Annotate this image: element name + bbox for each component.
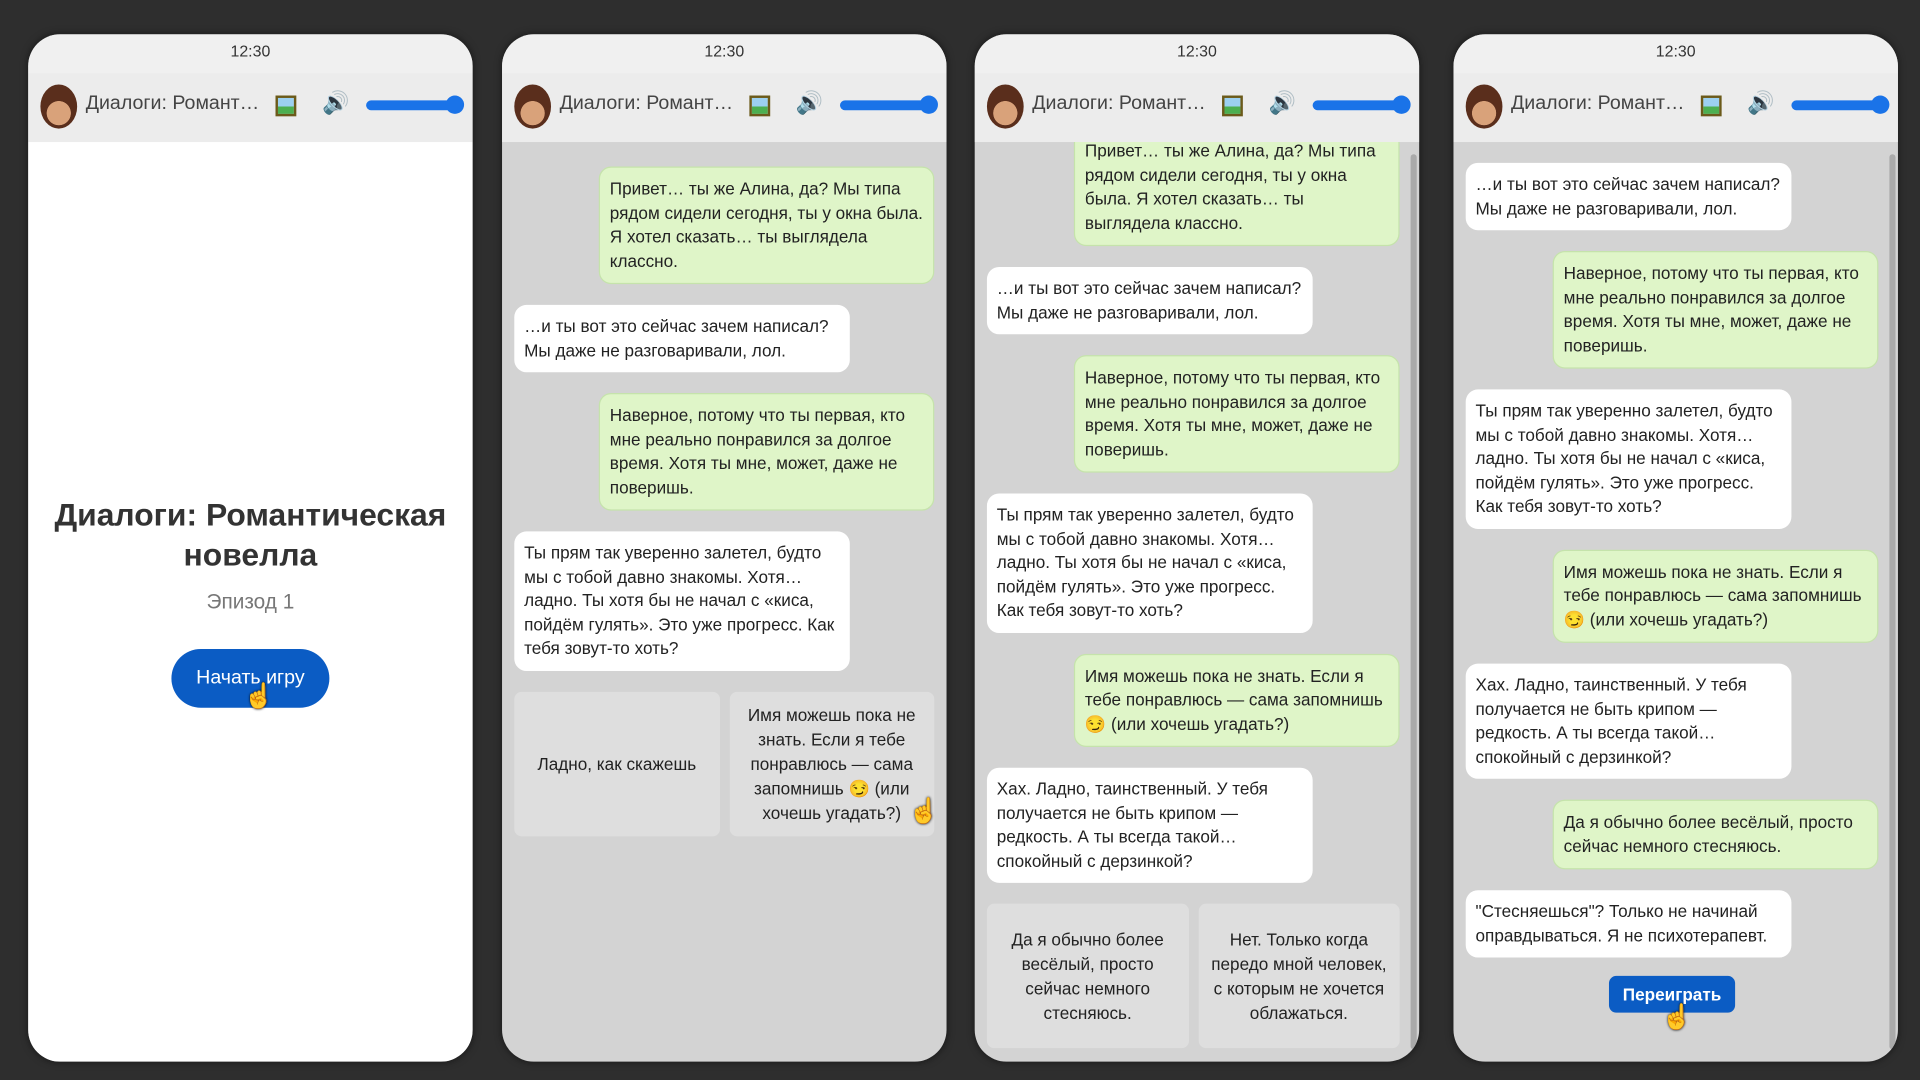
speaker-icon[interactable]: 🔊 [795,90,824,116]
episode-label: Эпизод 1 [206,590,295,614]
npc-message: Ты прям так уверенно залетел, будто мы с тобой давно знакомы. Хотя… ладно. Ты хотя бы не начал с «киса, пойдём гулять». Это уже прогресс. Как тебя зовут-то хоть? [987,493,1313,632]
hand-cursor-icon: ☝ [243,683,275,711]
npc-message: …и ты вот это сейчас зачем написал? Мы даже не разговаривали, лол. [514,305,850,372]
choice-option[interactable]: Нет. Только когда передо мной человек, с которым не хочется облажаться. [1198,904,1399,1048]
replay-button[interactable]: Переиграть [1609,976,1734,1013]
message-list [502,167,946,836]
status-bar [1453,34,1897,73]
chat-area [1453,142,1897,1062]
volume-slider[interactable] [1313,100,1406,110]
status-time: 12:30 [230,41,271,61]
player-message: Привет… ты же Алина, да? Мы типа рядом сидели сегодня, ты у окна была. Я хотел сказать… ты выглядела классно. [599,167,935,285]
status-bar [502,34,946,73]
header-title: Диалоги: Романт… [85,93,260,114]
speaker-icon[interactable]: 🔊 [1747,90,1775,116]
npc-message: …и ты вот это сейчас зачем написал? Мы даже не разговаривали, лол. [987,267,1313,334]
choice-option[interactable]: Да я обычно более весёлый, просто сейчас немного стесняюсь. [987,904,1188,1048]
message-list [1453,142,1897,1013]
phone-chat-2 [975,34,1419,1061]
choice-options [514,691,934,835]
npc-message: Ты прям так уверенно залетел, будто мы с тобой давно знакомы. Хотя… ладно. Ты хотя бы не начал с «киса, пойдём гулять». Это уже прогресс. Как тебя зовут-то хоть? [514,531,850,670]
picture-icon[interactable] [749,96,770,117]
scrollbar[interactable] [1411,154,1417,1049]
speaker-icon[interactable]: 🔊 [322,90,350,116]
app-header [502,73,946,142]
scrollbar[interactable] [1889,154,1895,1049]
volume-slider[interactable] [840,100,933,110]
npc-message: Хах. Ладно, таинственный. У тебя получается не быть крипом — редкость. А ты всегда такой… спокойный с дерзинкой? [1466,664,1792,779]
status-time: 12:30 [704,41,745,61]
game-title: Диалоги: Романтическая новелла [54,495,447,574]
avatar [514,84,551,128]
status-time: 12:30 [1655,41,1696,61]
status-time: 12:30 [1177,41,1217,61]
player-message: Наверное, потому что ты первая, кто мне реально понравился за долгое время. Хотя ты мне, может, даже не поверишь. [1074,355,1400,473]
npc-message: Хах. Ладно, таинственный. У тебя получается не быть крипом — редкость. А ты всегда такой… спокойный с дерзинкой? [987,768,1313,883]
hand-cursor-icon: ☝ [1661,1004,1693,1032]
player-message: Наверное, потому что ты первая, кто мне реально понравился за долгое время. Хотя ты мне, может, даже не поверишь. [1553,251,1879,369]
volume-slider-thumb[interactable] [446,96,464,114]
status-bar [28,34,472,73]
app-header [28,73,472,142]
npc-message: …и ты вот это сейчас зачем написал? Мы даже не разговаривали, лол. [1466,163,1792,230]
phone-chat-3 [1453,34,1897,1061]
chat-area [502,142,946,1062]
picture-icon[interactable] [1701,96,1722,117]
chat-area [975,142,1419,1062]
phone-start-screen [28,34,472,1061]
app-header [975,73,1419,142]
volume-slider-thumb[interactable] [920,96,938,114]
choice-options [987,904,1400,1048]
player-message: Да я обычно более весёлый, просто сейчас немного стесняюсь. [1553,800,1879,870]
avatar [987,84,1024,128]
speaker-icon[interactable]: 🔊 [1268,90,1297,116]
npc-message: "Стесняешься"? Только не начинай оправдываться. Я не психотерапевт. [1466,890,1792,957]
volume-slider-thumb[interactable] [1871,96,1889,114]
picture-icon[interactable] [1222,96,1243,117]
choice-option[interactable]: Имя можешь пока не знать. Если я тебе понравлюсь — сама запомнишь 😏 (или хочешь угадать?) [729,691,934,835]
player-message: Наверное, потому что ты первая, кто мне реально понравился за долгое время. Хотя ты мне, может, даже не поверишь. [599,393,935,511]
choice-option[interactable]: Ладно, как скажешь [514,691,719,835]
start-game-button[interactable]: Начать игру [171,649,329,708]
player-message: Имя можешь пока не знать. Если я тебе понравлюсь — сама запомнишь 😏 (или хочешь угадать?) [1074,653,1400,747]
hand-cursor-icon: ☝ [908,798,940,826]
picture-icon[interactable] [276,96,297,117]
message-list [975,142,1419,1048]
header-title: Диалоги: Романт… [1511,93,1685,114]
app-header [1453,73,1897,142]
player-message: Имя можешь пока не знать. Если я тебе понравлюсь — сама запомнишь 😏 (или хочешь угадать?) [1553,549,1879,643]
volume-slider-thumb[interactable] [1392,96,1410,114]
header-title: Диалоги: Романт… [1032,93,1206,114]
volume-slider[interactable] [1791,100,1884,110]
avatar [40,84,77,128]
start-screen [28,142,472,1062]
player-message: Привет… ты же Алина, да? Мы типа рядом сидели сегодня, ты у окна была. Я хотел сказать… ты выглядела классно. [1074,142,1400,246]
npc-message: Ты прям так уверенно залетел, будто мы с тобой давно знакомы. Хотя… ладно. Ты хотя бы не начал с «киса, пойдём гулять». Это уже прогресс. Как тебя зовут-то хоть? [1466,389,1792,528]
avatar [1466,84,1503,128]
phone-chat-1 [502,34,946,1061]
header-title: Диалоги: Романт… [559,93,734,114]
volume-slider[interactable] [366,100,459,110]
status-bar [975,34,1419,73]
